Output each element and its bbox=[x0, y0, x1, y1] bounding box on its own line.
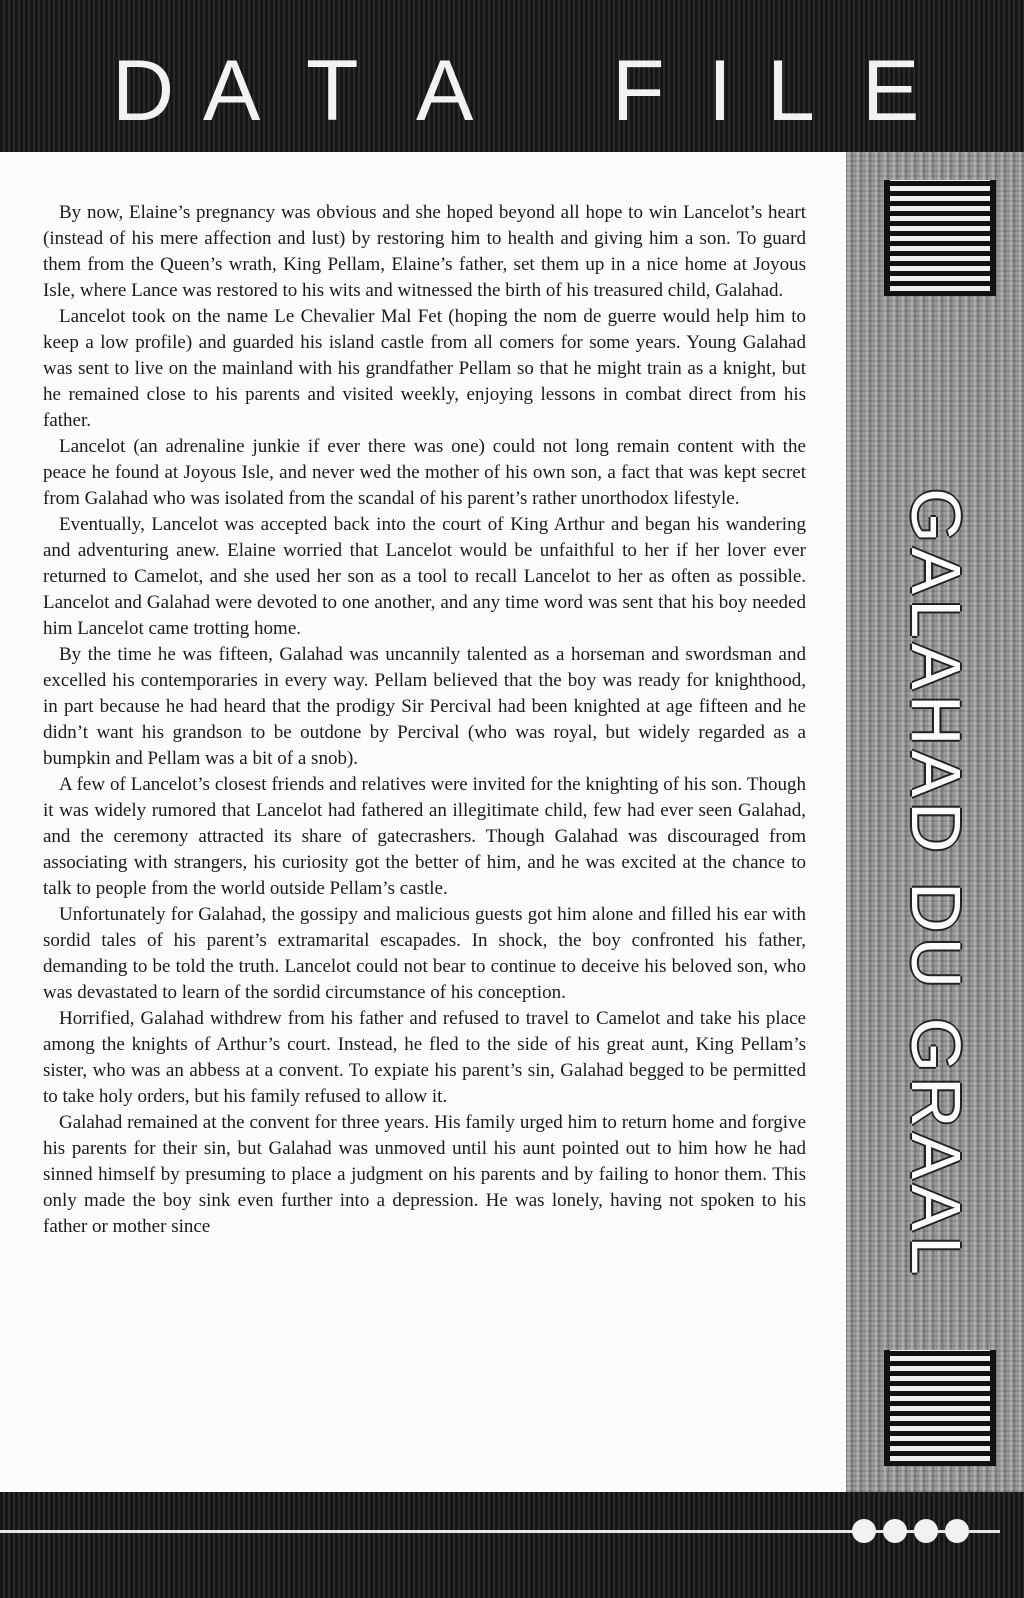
footer-dot bbox=[883, 1519, 907, 1543]
sidebar-title-text: GALAHAD DU GRAAL bbox=[897, 488, 975, 1280]
body-paragraph: Lancelot (an adrenaline junkie if ever there was one) could not long remain content with the peace he found at Joyous Isle, and never wed the mother of his own son, a fact that was kept secret from Galahad who was isolated from the scandal of his parent’s rather unorthodox lifestyle. bbox=[43, 436, 806, 509]
body-paragraph: Horrified, Galahad withdrew from his father and refused to travel to Camelot and take his place among the knights of Arthur’s court. Instead, he fled to the side of his great aunt, King Pellam’s sister, who was an abbess at a convent. To expiate his parent’s sin, Galahad begged to be permitted to take holy orders, but his family refused to allow it. bbox=[43, 1008, 806, 1107]
body-paragraph: A few of Lancelot’s closest friends and relatives were invited for the knighting of his son. Though it was widely rumored that Lancelot had fathered an illegitimate child, few had ever seen Galahad, and the ceremony attracted its share of gatecrashers. Though Galahad was discouraged from associating with strangers, his curiosity got the better of him, and he was excited at the chance to talk to people from the world outside Pellam’s castle. bbox=[43, 774, 806, 899]
body-paragraph: Eventually, Lancelot was accepted back into the court of King Arthur and began his wandering and adventuring anew. Elaine worried that Lancelot would be unfaithful to her if her lover ever returned to Camelot, and she used her son as a tool to recall Lancelot to her as often as possible. Lancelot and Galahad were devoted to one another, and any time word was sent that his boy needed him Lancelot came trotting home. bbox=[43, 514, 806, 639]
body-paragraph: Unfortunately for Galahad, the gossipy and malicious guests got him alone and filled his ear with sordid tales of his parent’s extramarital escapades. In shock, the boy confronted his father, demanding to be told the truth. Lancelot could not bear to continue to deceive his beloved son, who was devastated to learn of the sordid circumstance of his conception. bbox=[43, 904, 806, 1003]
header-title-letter: I bbox=[708, 43, 732, 139]
body-paragraph: By the time he was fifteen, Galahad was uncannily talented as a horseman and swordsman and excelled his contemporaries in every way. Pellam believed that the boy was ready for knighthood, in part because he had heard that the prodigy Sir Percival had been knighted at age fifteen and he didn’t want his grandson to be outdone by Percival (who was royal, but widely regarded as a bumpkin and Pellam was a bit of a snob). bbox=[43, 644, 806, 769]
body-paragraph: Galahad remained at the convent for three years. His family urged him to return home and forgive his parents for their sin, but Galahad was unmoved until his aunt pointed out to him how he had sinned himself by presuming to place a judgment on his parents and by failing to honor them. This only made the boy sink even further into a depression. He was lonely, having not spoken to his father or mother since bbox=[43, 1112, 806, 1237]
header-title bbox=[0, 0, 1024, 152]
sidebar-stripes-top bbox=[884, 180, 996, 296]
footer-dot bbox=[852, 1519, 876, 1543]
footer-rule bbox=[0, 1530, 1000, 1533]
header-title-letter: D bbox=[112, 43, 175, 139]
sidebar-title bbox=[860, 444, 1012, 1324]
footer-dot bbox=[914, 1519, 938, 1543]
body-paragraph: Lancelot took on the name Le Chevalier Mal Fet (hoping the nom de guerre would help him to keep a low profile) and guarded his island castle from all comers for some years. Young Galahad was sent to live on the mainland with his grandfather Pellam so that he might train as a knight, but he remained close to his parents and visited weekly, enjoying lessons in combat direct from his father. bbox=[43, 306, 806, 431]
sidebar bbox=[846, 152, 1024, 1492]
header-title-letter: T bbox=[306, 43, 359, 139]
footer-band bbox=[0, 1492, 1024, 1598]
header-title-letter: L bbox=[767, 43, 815, 139]
body-text bbox=[43, 200, 806, 1240]
header-title-letter: A bbox=[203, 43, 261, 139]
header-title-letter: F bbox=[612, 43, 665, 139]
header-title-letter: A bbox=[416, 43, 474, 139]
header-title-letter: E bbox=[862, 43, 920, 139]
sidebar-stripes-bottom bbox=[884, 1350, 996, 1466]
body-paragraph: By now, Elaine’s pregnancy was obvious and she hoped beyond all hope to win Lancelot’s heart (instead of his mere affection and lust) by restoring him to health and giving him a son. To guard them from the Queen’s wrath, King Pellam, Elaine’s father, set them up in a nice home at Joyous Isle, where Lance was restored to his wits and witnessed the birth of his treasured child, Galahad. bbox=[43, 202, 806, 301]
footer-dot bbox=[945, 1519, 969, 1543]
